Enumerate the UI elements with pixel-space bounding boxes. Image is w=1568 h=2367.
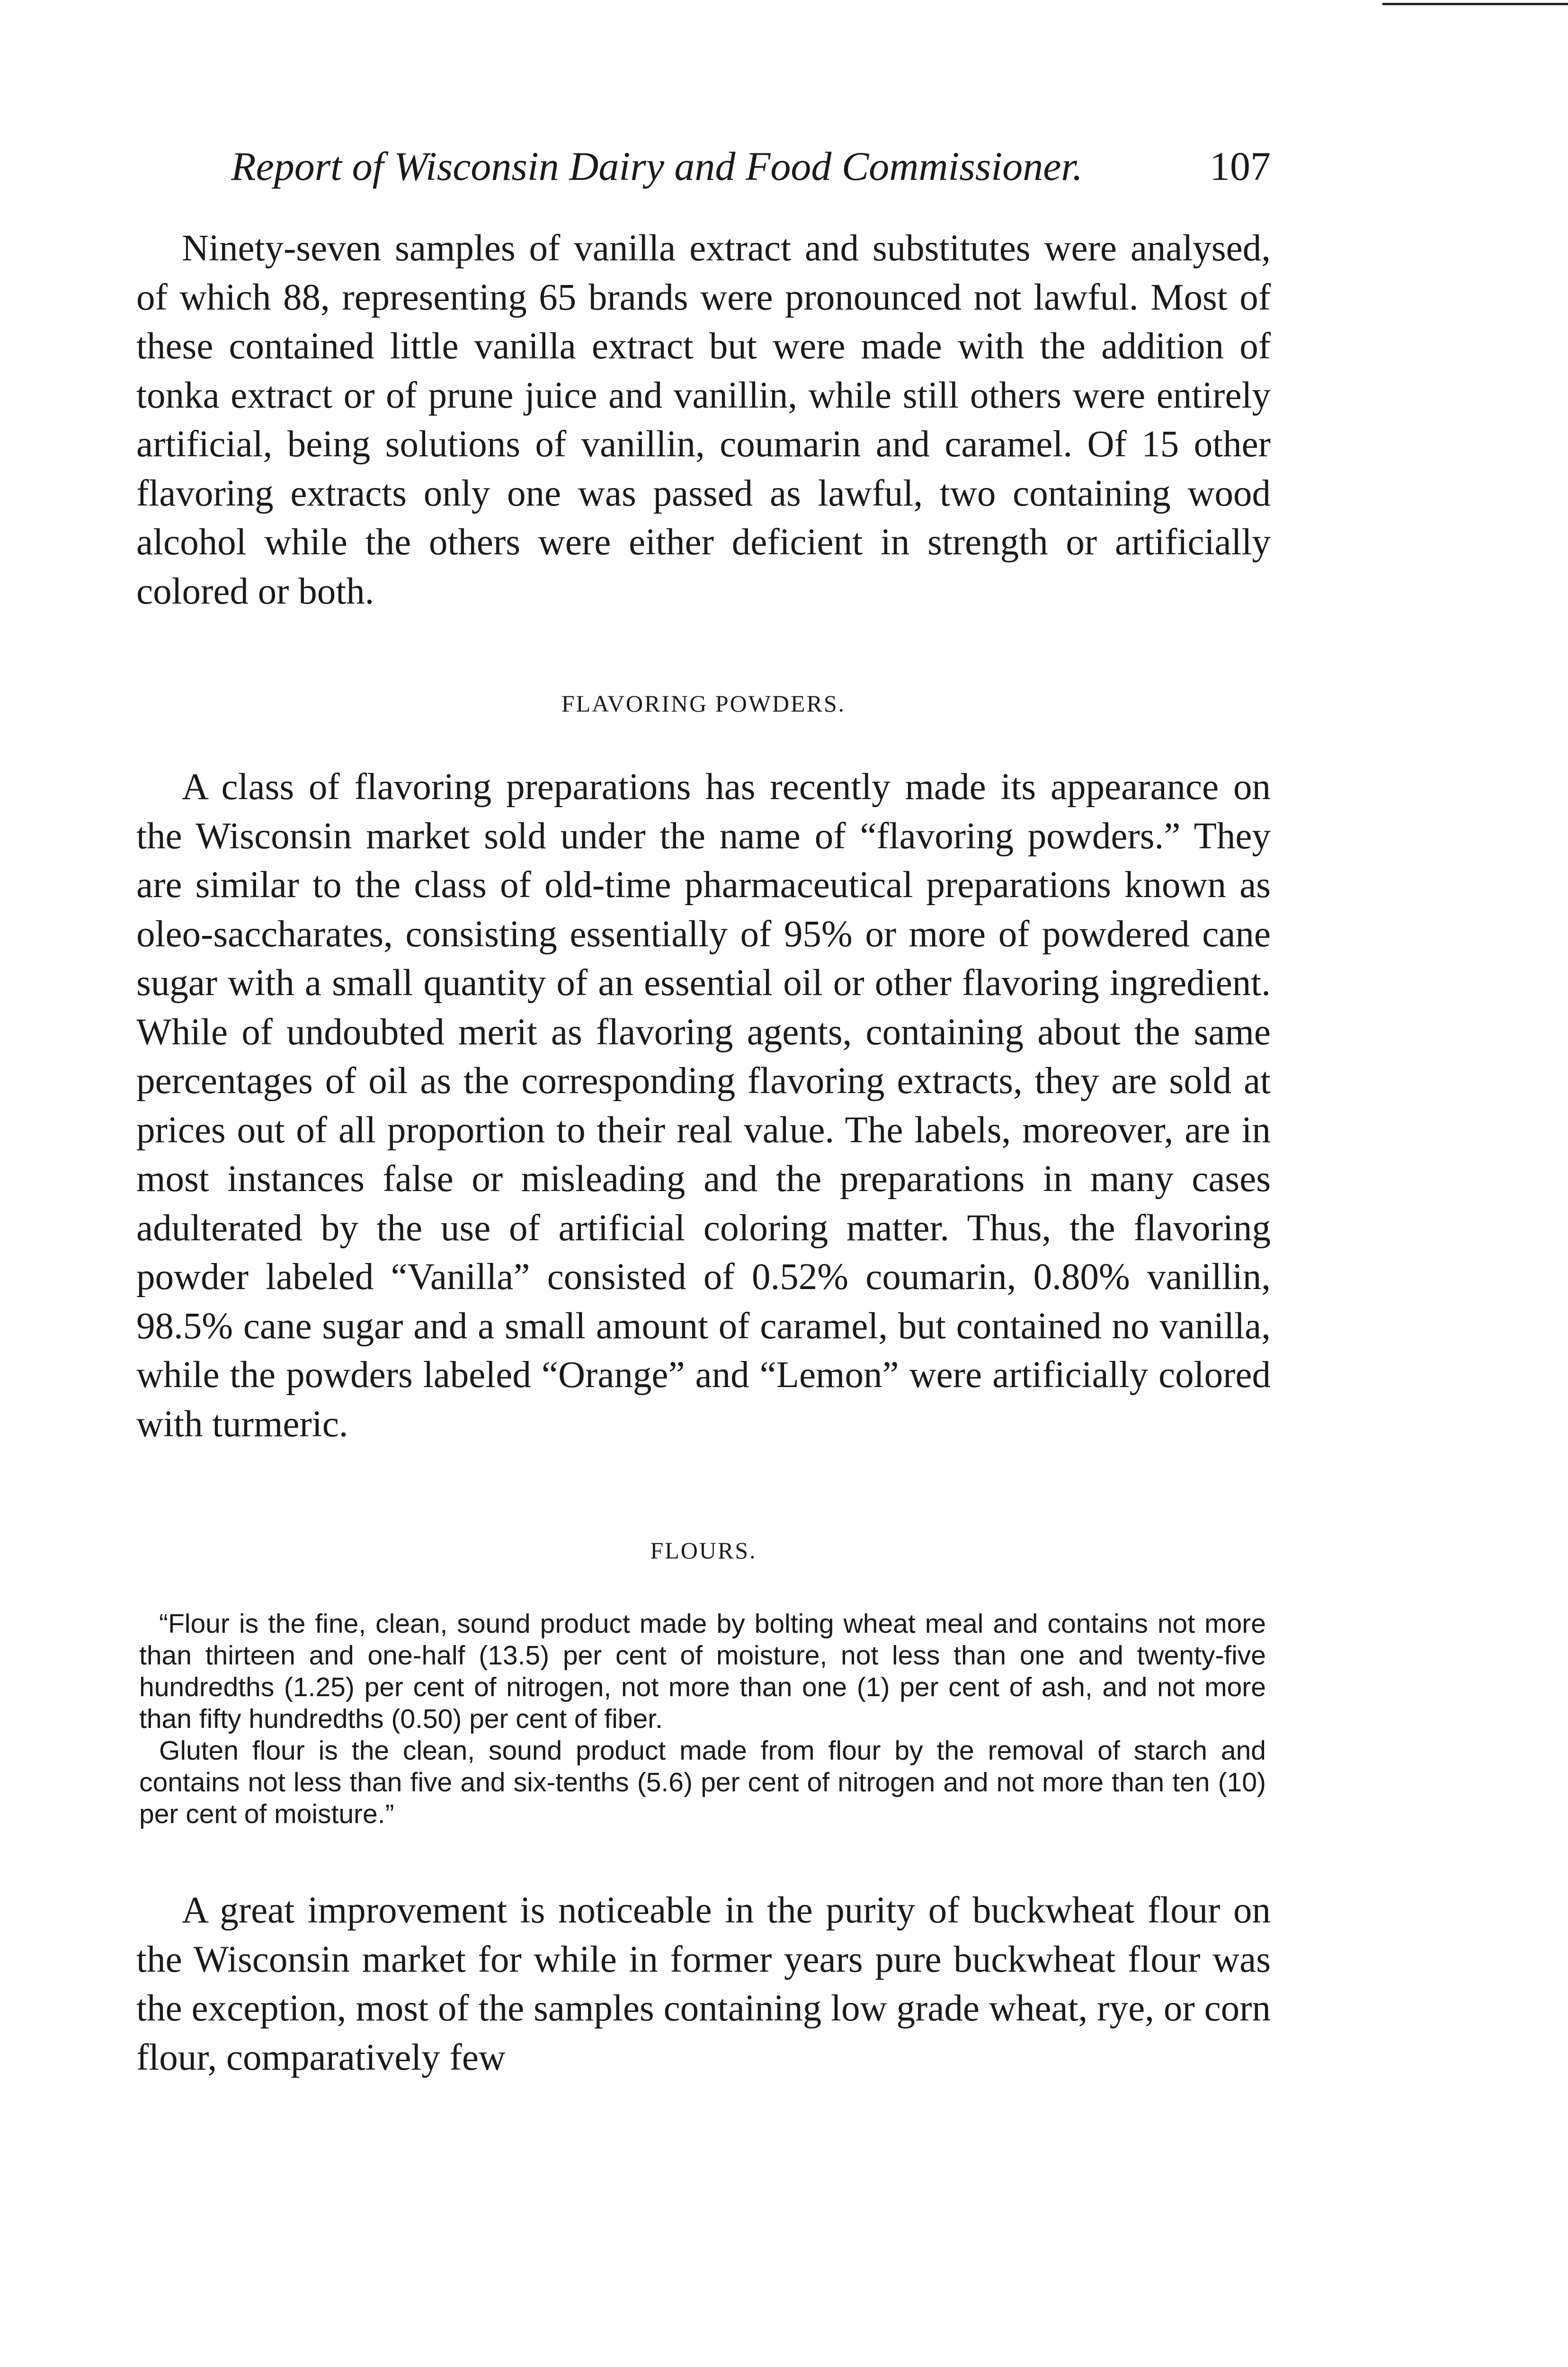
section-heading-flours: FLOURS. xyxy=(650,1537,757,1564)
quoted-standard-gluten-flour: Gluten flour is the clean, sound product made from flour by the removal of starch and contains not less than five and six-tenths (5.6) per cent of nitrogen and not more than ten (10) per cent of moisture.” xyxy=(139,1735,1266,1830)
section-heading-flavoring-powders: FLAVORING POWDERS. xyxy=(561,690,846,717)
running-header xyxy=(136,142,1271,191)
document-page xyxy=(136,142,1271,2082)
scan-edge-rule xyxy=(1382,3,1568,5)
paragraph-vanilla-extracts: Ninety-seven samples of vanilla extract and substitutes were analysed, of which 88, representing 65 brands were pronounced not lawful. Most of these contained little vanilla extract but were made with the addition of tonka extract or of prune juice and vanillin, while still others were entirely artificial, being solutions of vanillin, coumarin and caramel. Of 15 other flavoring extracts only one was passed as lawful, two containing wood alcohol while the others were either deficient in strength or artificially colored or both. xyxy=(136,228,1271,612)
page-number: 107 xyxy=(1210,143,1271,189)
running-header-title: Report of Wisconsin Dairy and Food Commissioner. xyxy=(231,143,1083,189)
paragraph-flavoring-powders: A class of flavoring preparations has recently made its appearance on the Wisconsin market sold under the name of “flavoring powders.” They are similar to the class of old-time pharmaceutical preparations known as oleo-saccharates, consisting essentially of 95% or more of powdered cane sugar with a small quantity of an essential oil or other flavoring ingredient. While of undoubted merit as flavoring agents, containing about the same percentages of oil as the corresponding flavoring extracts, they are sold at prices out of all proportion to their real value. The labels, moreover, are in most instances false or misleading and the preparations in many cases adulterated by the use of artificial coloring matter. Thus, the flavoring powder labeled “Vanilla” consisted of 0.52% coumarin, 0.80% vanillin, 98.5% cane sugar and a small amount of caramel, but contained no vanilla, while the powders labeled “Orange” and “Lemon” were artificially colored with turmeric. xyxy=(136,766,1271,1445)
quoted-standard-flour: “Flour is the fine, clean, sound product made by bolting wheat meal and contains not more than thirteen and one-half (13.5) per cent of moisture, not less than one and twenty-five hundredths (1.25) per cent of nitrogen, not more than one (1) per cent of ash, and not more than fifty hundredths (0.50) per cent of fiber. xyxy=(139,1609,1266,1735)
paragraph-buckwheat-flour: A great improvement is noticeable in the purity of buckwheat flour on the Wisconsin market for while in former years pure buckwheat flour was the exception, most of the samples containing low grade wheat, rye, or corn flour, comparatively few xyxy=(136,1890,1271,2078)
